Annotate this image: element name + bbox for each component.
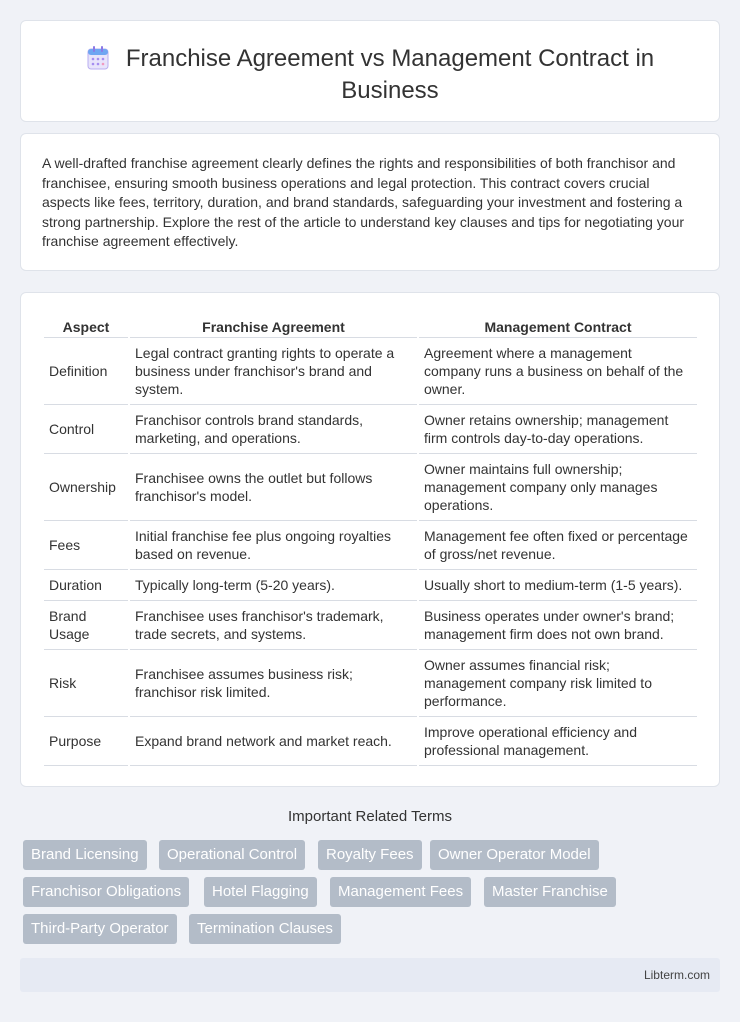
- table-row: [44, 570, 697, 601]
- table-header-row: [44, 316, 697, 338]
- intro-card: [20, 133, 720, 271]
- intro-paragraph: A well-drafted franchise agreement clearly defines the rights and responsibilities of both franchisor and franchisee, ensuring smooth business operations and legal protection. This contract covers crucial aspects like fees, territory, duration, and brand standards, safeguarding your investment and fostering a strong partnership. Explore the rest of the article to understand key clauses and tips for negotiating your franchise agreement effectively.: [42, 155, 685, 250]
- table-row: [44, 454, 697, 521]
- aspect-cell: Definition: [44, 338, 128, 405]
- aspect-cell: Brand Usage: [44, 601, 128, 650]
- aspect-cell: Ownership: [44, 454, 128, 521]
- title-card: [20, 20, 720, 122]
- comparison-card: [20, 292, 720, 787]
- comparison-table: [42, 316, 699, 766]
- tag-master-franchise[interactable]: Master Franchise: [484, 877, 616, 907]
- footer: [20, 958, 720, 992]
- aspect-cell: Risk: [44, 650, 128, 717]
- management-cell: Owner retains ownership; management firm controls day-to-day operations.: [419, 405, 697, 454]
- franchise-cell: Franchisor controls brand standards, marketing, and operations.: [130, 405, 417, 454]
- footer-site-link[interactable]: Libterm.com: [643, 968, 710, 982]
- franchise-cell: Franchisee uses franchisor's trademark, trade secrets, and systems.: [130, 601, 417, 650]
- table-row: [44, 601, 697, 650]
- management-cell: Usually short to medium-term (1-5 years).: [419, 570, 697, 601]
- related-terms-heading: Important Related Terms: [288, 808, 452, 825]
- aspect-cell: Purpose: [44, 717, 128, 766]
- management-cell: Business operates under owner's brand; management firm does not own brand.: [419, 601, 697, 650]
- franchise-cell: Typically long-term (5-20 years).: [130, 570, 417, 601]
- column-header-aspect: Aspect: [44, 316, 128, 338]
- management-cell: Improve operational efficiency and professional management.: [419, 717, 697, 766]
- column-header-management-contract: Management Contract: [419, 316, 697, 338]
- management-cell: Agreement where a management company runs a business on behalf of the owner.: [419, 338, 697, 405]
- tag-hotel-flagging[interactable]: Hotel Flagging: [204, 877, 317, 907]
- franchise-cell: Initial franchise fee plus ongoing royalties based on revenue.: [130, 521, 417, 570]
- tag-owner-operator-model[interactable]: Owner Operator Model: [430, 840, 599, 870]
- table-row: [44, 338, 697, 405]
- aspect-cell: Duration: [44, 570, 128, 601]
- tag-royalty-fees[interactable]: Royalty Fees: [318, 840, 422, 870]
- table-row: [44, 717, 697, 766]
- tag-management-fees[interactable]: Management Fees: [330, 877, 471, 907]
- page-title: Franchise Agreement vs Management Contract in Business: [125, 45, 655, 104]
- management-cell: Owner maintains full ownership; management company only manages operations.: [419, 454, 697, 521]
- franchise-cell: Franchisee owns the outlet but follows franchisor's model.: [130, 454, 417, 521]
- table-row: [44, 405, 697, 454]
- tag-termination-clauses[interactable]: Termination Clauses: [189, 914, 341, 944]
- franchise-cell: Legal contract granting rights to operate a business under franchisor's brand and system.: [130, 338, 417, 405]
- tag-franchisor-obligations[interactable]: Franchisor Obligations: [23, 877, 189, 907]
- aspect-cell: Fees: [44, 521, 128, 570]
- aspect-cell: Control: [44, 405, 128, 454]
- tag-operational-control[interactable]: Operational Control: [159, 840, 305, 870]
- management-cell: Management fee often fixed or percentage of gross/net revenue.: [419, 521, 697, 570]
- tag-third-party-operator[interactable]: Third-Party Operator: [23, 914, 177, 944]
- table-row: [44, 521, 697, 570]
- column-header-franchise-agreement: Franchise Agreement: [130, 316, 417, 338]
- franchise-cell: Expand brand network and market reach.: [130, 717, 417, 766]
- franchise-cell: Franchisee assumes business risk; franchisor risk limited.: [130, 650, 417, 717]
- tag-brand-licensing[interactable]: Brand Licensing: [23, 840, 147, 870]
- table-row: [44, 650, 697, 717]
- management-cell: Owner assumes financial risk; management company risk limited to performance.: [419, 650, 697, 717]
